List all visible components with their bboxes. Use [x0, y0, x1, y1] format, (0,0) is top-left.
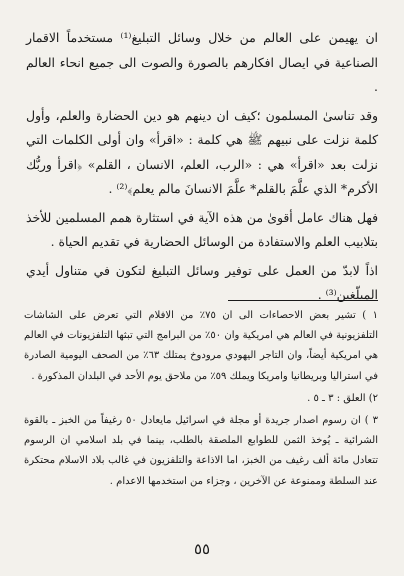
footnotes — [24, 306, 378, 494]
page-number: ٥٥ — [193, 540, 211, 558]
paragraph: ان يهيمن على العالم من خلال وسائل التبليغ⁽¹⁾ مستخدماً الاقمار الصناعية في ايصال افكارهم بالصورة والصوت الى جميع انحاء العالم . — [26, 30, 378, 94]
paragraph: فهل هناك عامل أقوىٰ من هذه الآية في استثارة همم المسلمين للأخذ بتلابيب العلم والاستفادة من الوسائل الحضارية في تقديم الحياة . — [26, 209, 378, 249]
paragraph: اذاً لابدّ من العمل على توفير وسائل التبليغ لتكون في متناول أيدي المبلّغين⁽³⁾ . — [26, 262, 378, 302]
footnote-separator — [228, 300, 378, 301]
footnote: ٢) العلق : ٣ ـ ٥ . — [307, 392, 378, 404]
footnote: ٣ ) ان رسوم اصدار جريدة أو مجلة في اسرائيل مايعادل ٥٠ رغيفاً من الخبز ـ بالقوة الشرائية ـ يُوخذ الثمن للطوابع الملصقة بالطلب، بينما في بلد اسلامي ان الرسوم تتعادل مائة ألف رغيف من الخبز، اما الاذاعة والتلفزيون في غالب بلاد الاسلام محتكرة عند السلطة وممنوعة عن الآخرين ، وجزاء من استخدمها الاعدام . — [24, 415, 378, 487]
body-text — [26, 26, 378, 308]
paragraph: وقد تناسىٰ المسلمون ؛كيف ان دينهم هو دين الحضارة والعلم، وأول كلمة نزلت على نبيهم ﷺ هي كلمة : «اقرأ» وان أولى الكلمات التي نزلت بعد «اقرأ» هي : «الرب، العلم، الانسان ، القلم» ﴿اقرأ وربُّك الأكرم* الذي علَّمَ بالقلم* علَّمَ الانسانَ مالم يعلم﴾⁽²⁾ . — [26, 107, 378, 196]
footnote: ١ ) تشير بعض الاحصاءات الى ان ٧٥٪ من الافلام التي تعرض على الشاشات التلفزيونية في العالم هي امريكية وان ٥٠٪ من البرامج التي تبثها التلفزيونات في العالم هي امريكية أيضاً، وان التاجر اليهودي مرودوخ يمتلك ٦٣٪ من الصحف اليومية الصادرة في استراليا وبريطانيا وامريكا ويملك ٥٩٪ من ملاحق يوم الأحد في البلدان المذكورة . — [24, 310, 378, 382]
